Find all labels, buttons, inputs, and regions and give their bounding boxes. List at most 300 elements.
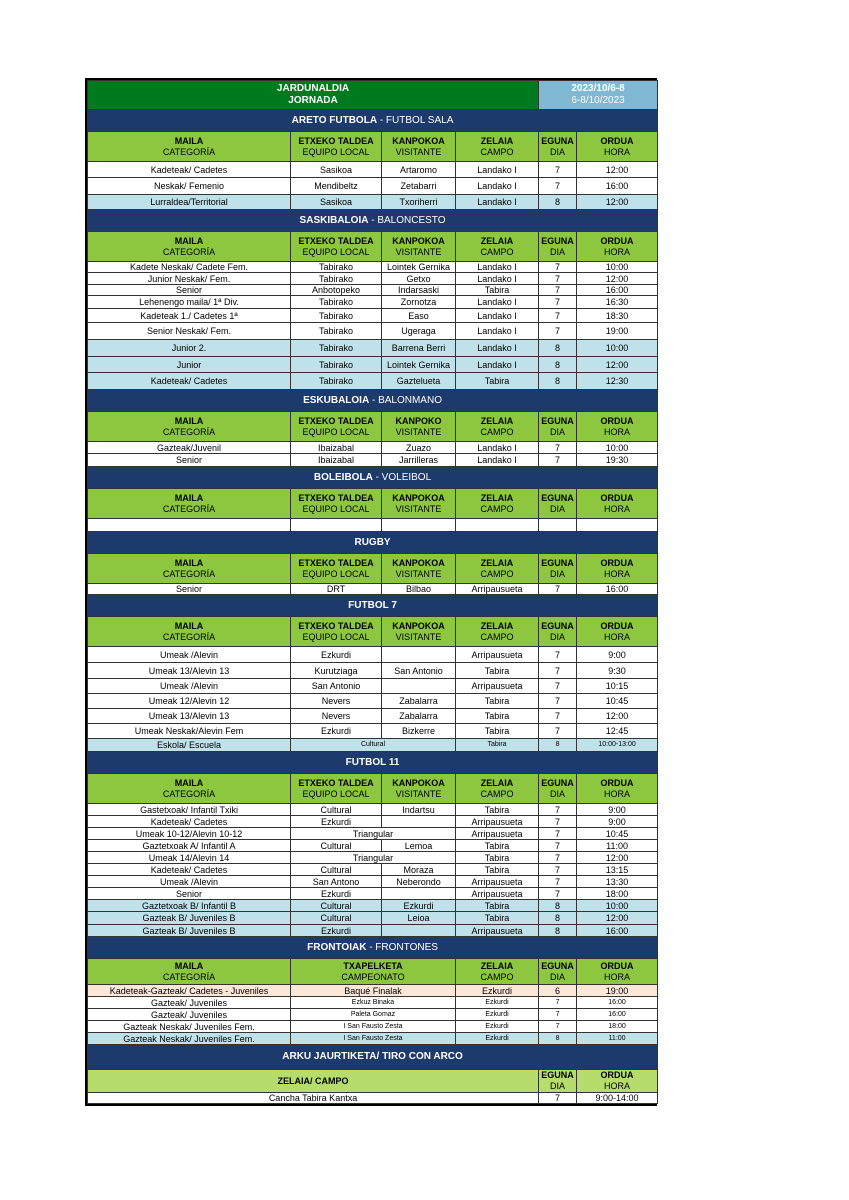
col-time-es: HORA [604, 503, 631, 514]
match-day [539, 519, 577, 532]
match-away-team: Zabalarra [382, 694, 456, 709]
match-home-team: Cultural [291, 912, 382, 925]
match-category: Gazteak/Juvenil [88, 442, 291, 454]
col-away-eu: KANPOKOA [392, 492, 445, 503]
fronton-row [88, 1009, 658, 1021]
match-day: 7 [539, 296, 577, 309]
col-category-eu: MAILA [174, 557, 204, 568]
match-away-team: Bilbao [382, 584, 456, 595]
match-day: 7 [539, 442, 577, 454]
match-field: Landako I [456, 340, 539, 357]
col-time-eu: ORDUA [600, 415, 634, 426]
col-category-eu: MAILA [174, 960, 204, 971]
fronton-field: Ezkurdi [456, 997, 539, 1009]
match-away-team: Barrena Berri [382, 340, 456, 357]
match-field: Landako I [456, 454, 539, 467]
col-day-es: DIA [550, 426, 566, 437]
match-category: Umeak /Alevin [88, 876, 291, 888]
col-away [382, 412, 456, 442]
col-home-es: EQUIPO LOCAL [302, 568, 370, 579]
col-away-eu: KANPOKOA [392, 620, 445, 631]
match-day: 8 [539, 357, 577, 373]
match-away-team: Easo [382, 309, 456, 323]
section-title [88, 110, 658, 132]
match-home-team: Tabirako [291, 273, 382, 285]
match-home-team: Ezkurdi [291, 647, 382, 663]
col-time-eu: ORDUA [600, 135, 634, 146]
match-home-team: Tabirako [291, 373, 382, 390]
col-field [456, 554, 539, 584]
match-time: 9:00 [577, 804, 658, 816]
col-time-eu: ORDUA [600, 557, 634, 568]
col-day-eu: EGUNA [541, 777, 574, 788]
col-time [577, 412, 658, 442]
col-championship-es: CAMPEONATO [341, 971, 405, 982]
match-day: 8 [539, 195, 577, 210]
match-time: 16:00 [577, 285, 658, 296]
col-home [291, 232, 382, 262]
match-row [88, 888, 658, 900]
col-day-es: DIA [550, 246, 566, 257]
section-title [88, 532, 658, 554]
match-time: 10:45 [577, 694, 658, 709]
match-day: 7 [539, 178, 577, 195]
col-away-eu: KANPOKOA [392, 235, 445, 246]
col-day [539, 412, 577, 442]
match-category: Junior [88, 357, 291, 373]
col-home [291, 132, 382, 162]
match-field: Arripausueta [456, 828, 539, 840]
section-header [88, 1045, 658, 1070]
match-row [88, 162, 658, 178]
col-day-eu: EGUNA [541, 557, 574, 568]
match-row [88, 679, 658, 694]
match-away-team: Bizkerre [382, 724, 456, 739]
match-away-team: Jarrilleras [382, 454, 456, 467]
match-away-team: Lointek Gernika [382, 357, 456, 373]
fronton-category: Gazteak/ Juveniles [88, 997, 291, 1009]
col-day [539, 774, 577, 804]
section-name: ESKUBALOIA [303, 394, 370, 406]
match-category: Gaztetxoak A/ Infantil A [88, 840, 291, 852]
match-category: Umeak 10-12/Alevin 10-12 [88, 828, 291, 840]
match-time: 16:00 [577, 178, 658, 195]
col-championship-eu: TXAPELKETA [343, 960, 403, 971]
col-time [577, 554, 658, 584]
col-home-eu: ETXEKO TALDEA [298, 415, 374, 426]
col-time-es: HORA [604, 426, 631, 437]
match-day: 7 [539, 876, 577, 888]
col-day-es: DIA [550, 568, 566, 579]
col-away-eu: KANPOKOA [392, 557, 445, 568]
col-home-es: EQUIPO LOCAL [302, 788, 370, 799]
match-home-team: Kurutziaga [291, 663, 382, 679]
fronton-time: 19:00 [577, 985, 658, 997]
col-away-eu: KANPOKO [395, 415, 442, 426]
match-home-team: Cultural [291, 900, 382, 912]
column-header-row [88, 489, 658, 519]
col-field-es: CAMPO [480, 568, 514, 579]
col-field-es: CAMPO [480, 503, 514, 514]
col-category [88, 774, 291, 804]
fronton-row [88, 985, 658, 997]
col-home-es: EQUIPO LOCAL [302, 146, 370, 157]
section-title [88, 210, 658, 232]
match-field: Landako I [456, 442, 539, 454]
fronton-championship: I San Fausto Zesta [291, 1033, 456, 1045]
match-field: Landako I [456, 262, 539, 273]
col-day [539, 617, 577, 647]
col-field [456, 232, 539, 262]
col-day-es: DIA [550, 503, 566, 514]
section-header [88, 210, 658, 232]
col-category-es: CATEGORÍA [162, 426, 216, 437]
match-field: Tabira [456, 912, 539, 925]
match-row [88, 864, 658, 876]
col-field [456, 617, 539, 647]
fronton-championship: Ezkuz Binaka [291, 997, 456, 1009]
match-away-team: Ugeraga [382, 323, 456, 340]
col-away [382, 774, 456, 804]
fronton-row [88, 1021, 658, 1033]
col-time-es: HORA [604, 1081, 631, 1091]
match-teams: Cultural [291, 739, 456, 752]
match-home-team: Tabirako [291, 262, 382, 273]
col-away-es: VISITANTE [395, 631, 442, 642]
col-field-eu: ZELAIA [480, 235, 514, 246]
match-time: 9:00 [577, 816, 658, 828]
match-category: Kadeteak 1./ Cadetes 1ª [88, 309, 291, 323]
match-row [88, 273, 658, 285]
col-time-eu: ORDUA [600, 492, 634, 503]
column-header-row [88, 412, 658, 442]
fronton-day: 7 [539, 997, 577, 1009]
match-day: 7 [539, 709, 577, 724]
match-day: 8 [539, 900, 577, 912]
match-time: 10:00 [577, 340, 658, 357]
match-day: 7 [539, 584, 577, 595]
col-category-eu: MAILA [174, 777, 204, 788]
col-day-eu: EGUNA [541, 235, 574, 246]
col-time-es: HORA [604, 568, 631, 579]
col-time [577, 132, 658, 162]
col-category-eu: MAILA [174, 235, 204, 246]
col-home-eu: ETXEKO TALDEA [298, 777, 374, 788]
match-time: 12:00 [577, 273, 658, 285]
col-home-eu: ETXEKO TALDEA [298, 135, 374, 146]
schedule-table [87, 80, 658, 1104]
match-category: Umeak 14/Alevin 14 [88, 852, 291, 864]
match-row [88, 852, 658, 864]
section-header [88, 532, 658, 554]
match-day: 7 [539, 828, 577, 840]
match-row [88, 663, 658, 679]
match-time: 9:00 [577, 647, 658, 663]
match-field: Tabira [456, 285, 539, 296]
col-day-es: DIA [550, 631, 566, 642]
col-category-eu: MAILA [174, 492, 204, 503]
col-away [382, 232, 456, 262]
section-name: BOLEIBOLA [313, 471, 373, 483]
match-category: Senior [88, 285, 291, 296]
section-name: FUTBOL 7 [348, 599, 397, 611]
col-category-es: CATEGORÍA [162, 146, 216, 157]
section-subtitle: - BALONMANO [369, 394, 442, 406]
col-time [577, 774, 658, 804]
match-category: Umeak 13/Alevin 13 [88, 663, 291, 679]
section-name: SASKIBALOIA [299, 214, 369, 226]
col-category [88, 132, 291, 162]
col-day-es: DIA [550, 971, 566, 982]
match-home-team: Tabirako [291, 309, 382, 323]
col-category [88, 232, 291, 262]
match-time: 12:30 [577, 373, 658, 390]
match-time: 16:00 [577, 925, 658, 937]
col-day-eu: EGUNA [541, 415, 574, 426]
column-header-row [88, 232, 658, 262]
col-home [291, 412, 382, 442]
col-time [577, 232, 658, 262]
match-home-team: Ezkurdi [291, 816, 382, 828]
match-time: 10:00 [577, 262, 658, 273]
match-teams: Triangular [291, 828, 456, 840]
section-header [88, 937, 658, 959]
col-time-es: HORA [604, 971, 631, 982]
match-home-team: Ibaizabal [291, 442, 382, 454]
section-title [88, 595, 658, 617]
section-name: RUGBY [354, 536, 391, 548]
column-header-row [88, 1070, 658, 1093]
match-day: 8 [539, 340, 577, 357]
match-time: 10:00 [577, 442, 658, 454]
col-day-es: DIA [550, 1081, 566, 1091]
match-away-team: Ezkurdi [382, 900, 456, 912]
fronton-category: Gazteak Neskak/ Juveniles Fem. [88, 1021, 291, 1033]
match-field: Arripausueta [456, 816, 539, 828]
match-time: 12:00 [577, 852, 658, 864]
match-home-team: Nevers [291, 694, 382, 709]
match-home-team [291, 519, 382, 532]
match-row [88, 340, 658, 357]
match-category: Umeak 13/Alevin 13 [88, 709, 291, 724]
section-title [88, 1045, 658, 1070]
match-row [88, 454, 658, 467]
match-home-team: Tabirako [291, 323, 382, 340]
section-subtitle: - BALONCESTO [368, 214, 446, 226]
match-field: Landako I [456, 357, 539, 373]
col-category [88, 617, 291, 647]
match-home-team: Tabirako [291, 357, 382, 373]
col-field [456, 412, 539, 442]
match-field: Tabira [456, 900, 539, 912]
match-away-team: San Antonio [382, 663, 456, 679]
fronton-time: 16:00 [577, 997, 658, 1009]
col-category-es: CATEGORÍA [162, 568, 216, 579]
col-away-eu: KANPOKOA [392, 135, 445, 146]
match-category: Eskola/ Escuela [88, 739, 291, 752]
match-category: Kadeteak/ Cadetes [88, 816, 291, 828]
match-away-team: Artaromo [382, 162, 456, 178]
col-day-eu: EGUNA [541, 135, 574, 146]
fronton-field: Ezkurdi [456, 1021, 539, 1033]
match-away-team: Txoriherri [382, 195, 456, 210]
col-field-es: CAMPO [480, 246, 514, 257]
col-day-es: DIA [550, 146, 566, 157]
col-home [291, 617, 382, 647]
column-header-row [88, 132, 658, 162]
match-home-team: Ezkurdi [291, 724, 382, 739]
col-time-eu: ORDUA [600, 235, 634, 246]
match-row [88, 694, 658, 709]
fronton-time: 18:00 [577, 1021, 658, 1033]
match-row [88, 724, 658, 739]
match-row [88, 709, 658, 724]
match-time: 12:00 [577, 357, 658, 373]
match-home-team: San Antono [291, 876, 382, 888]
match-day: 7 [539, 309, 577, 323]
match-row [88, 178, 658, 195]
match-away-team: Zabalarra [382, 709, 456, 724]
section-title [88, 390, 658, 412]
match-field: Tabira [456, 840, 539, 852]
section-name: FUTBOL 11 [345, 756, 400, 768]
col-away-es: VISITANTE [395, 246, 442, 257]
col-field [456, 959, 539, 985]
col-away-es: VISITANTE [395, 426, 442, 437]
col-day-eu: EGUNA [541, 492, 574, 503]
fronton-category: Kadeteak-Gazteak/ Cadetes - Juveniles [88, 985, 291, 997]
schedule-sheet [85, 78, 657, 1106]
match-category: Gastetxoak/ Infantil Txiki [88, 804, 291, 816]
match-day: 7 [539, 840, 577, 852]
col-category-eu: MAILA [174, 415, 204, 426]
col-day [539, 232, 577, 262]
section-subtitle: - VOLEIBOL [372, 471, 432, 483]
match-row [88, 876, 658, 888]
match-home-team: Tabirako [291, 296, 382, 309]
match-field: Landako I [456, 323, 539, 340]
col-day-eu: EGUNA [541, 960, 574, 971]
col-field-label: ZELAIA/ CAMPO [277, 1075, 349, 1086]
match-home-team: Ezkurdi [291, 888, 382, 900]
match-away-team: Zuazo [382, 442, 456, 454]
match-home-team: Cultural [291, 840, 382, 852]
col-day [539, 132, 577, 162]
match-away-team: Neberondo [382, 876, 456, 888]
match-time: 11:00 [577, 840, 658, 852]
match-day: 7 [539, 679, 577, 694]
col-field-eu: ZELAIA [480, 960, 514, 971]
col-category-eu: MAILA [174, 135, 204, 146]
fronton-time: 16:00 [577, 1009, 658, 1021]
match-field: Landako I [456, 296, 539, 309]
match-time [577, 519, 658, 532]
match-time: 10:15 [577, 679, 658, 694]
match-row [88, 816, 658, 828]
col-field-es: CAMPO [480, 426, 514, 437]
col-away [382, 132, 456, 162]
col-category-es: CATEGORÍA [162, 246, 216, 257]
col-field-es: CAMPO [480, 788, 514, 799]
match-home-team: Sasikoa [291, 195, 382, 210]
match-row [88, 739, 658, 752]
match-field: Arripausueta [456, 584, 539, 595]
match-day: 7 [539, 852, 577, 864]
match-field: Landako I [456, 178, 539, 195]
jornada-title-es: JORNADA [288, 95, 338, 106]
match-away-team: Zetabarri [382, 178, 456, 195]
col-field-es: CAMPO [480, 146, 514, 157]
match-time: 10:45 [577, 828, 658, 840]
col-time-eu: ORDUA [600, 1070, 634, 1080]
match-away-team: Lemoa [382, 840, 456, 852]
section-subtitle: - FRONTONES [366, 941, 438, 953]
fronton-field: Ezkurdi [456, 1033, 539, 1045]
match-time: 18:00 [577, 888, 658, 900]
match-field: Landako I [456, 309, 539, 323]
col-field [88, 1070, 539, 1093]
col-time-es: HORA [604, 788, 631, 799]
match-home-team: Ibaizabal [291, 454, 382, 467]
match-time: 10:00 [577, 900, 658, 912]
match-category: Gaztetxoak B/ Infantil B [88, 900, 291, 912]
fronton-row [88, 997, 658, 1009]
match-row [88, 323, 658, 340]
col-category-eu: MAILA [174, 620, 204, 631]
col-away [382, 554, 456, 584]
col-day [539, 489, 577, 519]
match-away-team: Getxo [382, 273, 456, 285]
col-away-es: VISITANTE [395, 788, 442, 799]
match-day: 7 [539, 285, 577, 296]
match-time: 19:00 [577, 323, 658, 340]
match-category: Neskak/ Femenio [88, 178, 291, 195]
match-time: 12:00 [577, 709, 658, 724]
match-row [88, 900, 658, 912]
column-header-row [88, 554, 658, 584]
archery-row [88, 1093, 658, 1104]
col-day [539, 554, 577, 584]
match-field: Arripausueta [456, 925, 539, 937]
col-away-eu: KANPOKOA [392, 777, 445, 788]
match-day: 7 [539, 663, 577, 679]
match-category: Umeak /Alevin [88, 679, 291, 694]
match-row [88, 195, 658, 210]
col-away-es: VISITANTE [395, 503, 442, 514]
match-time: 18:30 [577, 309, 658, 323]
match-category: Umeak Neskak/Alevin Fem [88, 724, 291, 739]
match-category [88, 519, 291, 532]
match-day: 8 [539, 925, 577, 937]
fronton-championship: Paleta Gomaz [291, 1009, 456, 1021]
match-category: Kadeteak/ Cadetes [88, 162, 291, 178]
jornada-date [539, 81, 658, 110]
title-row [88, 81, 658, 110]
col-home-eu: ETXEKO TALDEA [298, 492, 374, 503]
match-time: 10:00-13:00 [577, 739, 658, 752]
fronton-day: 8 [539, 1033, 577, 1045]
match-field: Arripausueta [456, 876, 539, 888]
archery-time: 9:00-14:00 [577, 1093, 658, 1104]
col-time-es: HORA [604, 631, 631, 642]
archery-day: 7 [539, 1093, 577, 1104]
col-day [539, 1070, 577, 1093]
col-field [456, 774, 539, 804]
col-away-es: VISITANTE [395, 146, 442, 157]
match-day: 7 [539, 888, 577, 900]
match-away-team [382, 519, 456, 532]
match-day: 8 [539, 739, 577, 752]
